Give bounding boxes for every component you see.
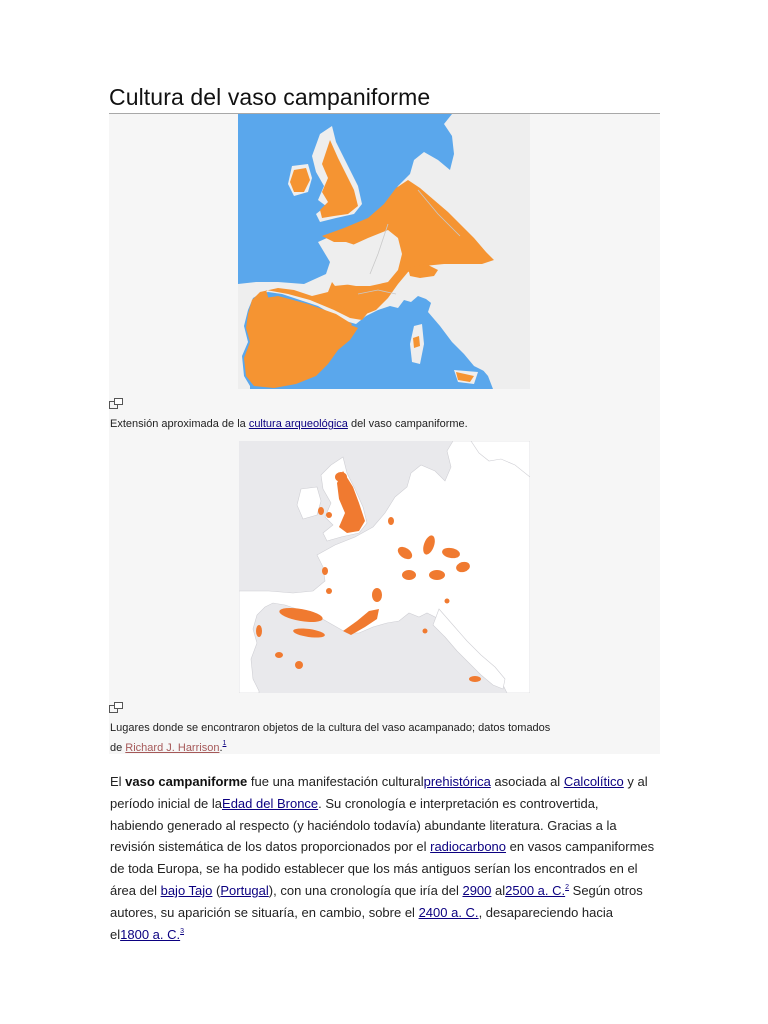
text: , desapareciendo hacia el [110,904,613,942]
text: asociada al [490,774,564,789]
intro-paragraph [110,771,655,945]
caption-text: Lugares donde se encontraron objetos de la cultura del vaso acampanado; datos tomados [110,722,551,734]
link-portugal[interactable]: Portugal [220,882,269,898]
site-sicily [469,676,481,682]
text: ( [212,882,221,898]
link-2900[interactable]: 2900 [462,882,492,898]
link-bajo-tajo[interactable]: bajo Tajo [160,882,213,898]
reference-1[interactable]: 1 [222,740,227,747]
culture-area-sardinia [413,336,420,348]
site-south-iberia-2 [295,661,303,669]
figure2-caption [110,718,630,758]
link-edad-del-bronce[interactable]: Edad del Bronce [222,795,319,811]
text: fue una manifestación cultural [247,774,424,789]
culture-extent-map[interactable] [238,114,530,389]
caption-text: Extensión aproximada de la [110,418,249,430]
caption-text: . [219,742,223,754]
link-2400-ac[interactable]: 2400 a. C. [418,904,479,920]
text: en vasos campaniformes de toda Europa, se ha podido establecer que los más antiguos serían los encontrados en el área del [110,839,655,898]
enlarge-icon[interactable] [109,702,123,713]
link-1800-ac[interactable]: 1800 a. C. [120,926,181,942]
link-cultura-arqueologica[interactable]: cultura arqueológica [248,418,348,430]
site-pyrenees [372,588,382,602]
page-title: Cultura del vaso campaniforme [109,84,431,110]
site-atlantic-france [326,588,332,594]
site-alsace [402,570,416,580]
site-italy-north [445,599,450,604]
site-ireland [318,507,324,515]
site-wales [326,512,332,518]
site-bavaria [429,570,445,580]
link-richard-harrison[interactable]: Richard J. Harrison [125,742,220,754]
term-bold: vaso campaniforme [125,774,248,789]
link-2500-ac[interactable]: 2500 a. C. [505,882,566,898]
site-netherlands [388,517,394,525]
text: El [110,774,126,789]
link-radiocarbono[interactable]: radiocarbono [430,839,507,855]
reference-2[interactable]: 2 [565,883,570,891]
link-calcolitico[interactable]: Calcolítico [563,774,624,789]
caption-text: de [110,742,126,754]
site-sardinia [423,629,428,634]
text: Según otros autores, su aparición se situaría, en cambio, sobre el [110,882,643,920]
site-britain-north [335,472,347,482]
text: ), con una cronología que iría del [268,882,463,898]
figure1-caption [110,414,468,434]
caption-text: del vaso campaniforme. [347,418,468,430]
text: y al período inicial de la [110,774,648,811]
text: al [491,882,506,898]
site-brittany [322,567,328,575]
text: . Su cronología e interpretación es controvertida, habiendo generado al respecto (y haciéndolo todavía) abundante literatura. Gracias a la revisión sistemática de los datos proporcionados por el [110,795,617,855]
enlarge-icon[interactable] [109,398,123,409]
link-prehistorica[interactable]: prehistórica [423,774,491,789]
reference-3[interactable]: 3 [180,927,185,935]
site-south-iberia-1 [275,652,283,658]
find-sites-map[interactable] [239,441,530,693]
site-portugal [256,625,262,637]
